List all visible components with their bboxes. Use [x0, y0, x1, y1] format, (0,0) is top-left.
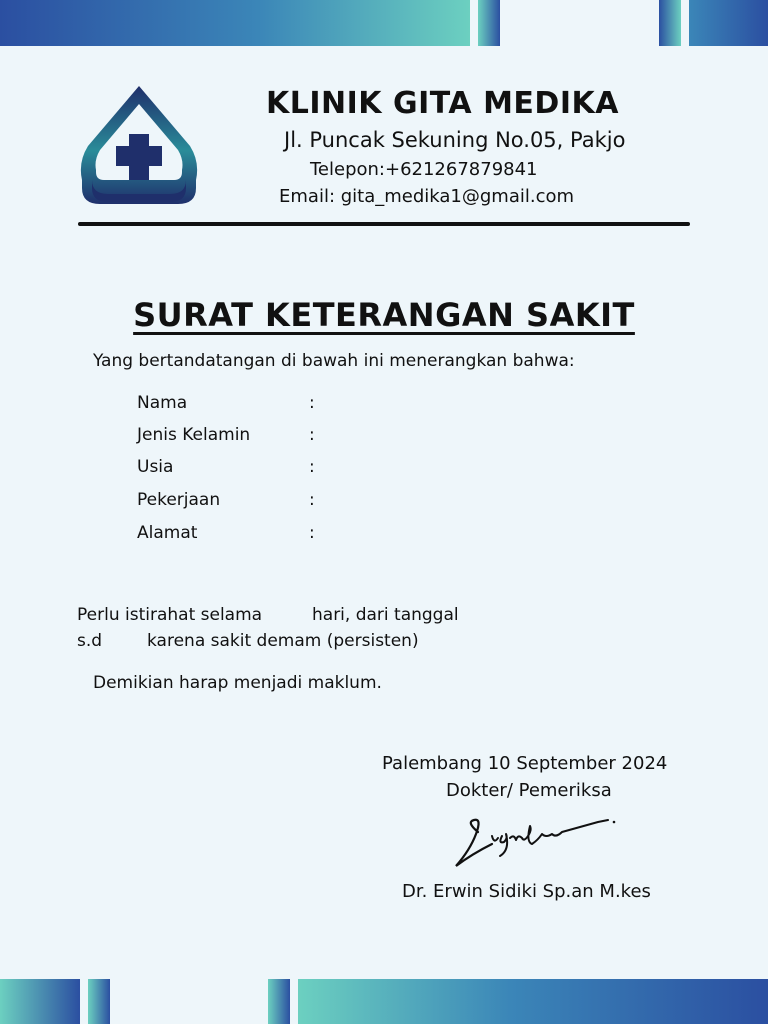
document-title [0, 296, 768, 334]
field-separator: : [309, 425, 315, 445]
field-label-usia: Usia [137, 457, 174, 477]
clinic-phone: Telepon:+621267879841 [310, 159, 538, 180]
field-separator: : [309, 523, 315, 543]
top-decor-bar [0, 0, 470, 46]
clinic-name: KLINIK GITA MEDIKA [266, 86, 619, 121]
clinic-address: Jl. Puncak Sekuning No.05, Pakjo [284, 128, 626, 152]
intro-text: Yang bertandatangan di bawah ini menerangkan bahwa: [93, 351, 575, 371]
medical-cross-drop-icon [78, 84, 200, 206]
rest-text-part3: s.d [77, 631, 103, 651]
field-separator: : [309, 393, 315, 413]
signer-role: Dokter/ Pemeriksa [446, 780, 612, 801]
rest-text-part4: karena sakit demam (persisten) [147, 631, 419, 651]
field-label-jenis-kelamin: Jenis Kelamin [137, 425, 251, 445]
field-label-alamat: Alamat [137, 523, 198, 543]
place-date: Palembang 10 September 2024 [382, 753, 668, 774]
closing-text: Demikian harap menjadi maklum. [93, 673, 382, 693]
rest-text-part2: hari, dari tanggal [312, 605, 459, 625]
clinic-email: Email: gita_medika1@gmail.com [279, 186, 575, 207]
field-separator: : [309, 457, 315, 477]
header-divider [78, 222, 690, 226]
field-label-pekerjaan: Pekerjaan [137, 490, 221, 510]
top-decor-stripe [659, 0, 681, 46]
document-title-text: SURAT KETERANGAN SAKIT [133, 296, 635, 334]
bottom-decor-bar [0, 979, 80, 1024]
bottom-decor-stripe [88, 979, 110, 1024]
top-decor-stripe [478, 0, 500, 46]
top-decor-bar [689, 0, 768, 46]
bottom-decor-bar [298, 979, 768, 1024]
signature-image [448, 810, 620, 874]
rest-text-part1: Perlu istirahat selama [77, 605, 263, 625]
doctor-name: Dr. Erwin Sidiki Sp.an M.kes [402, 881, 651, 902]
bottom-decor-stripe [268, 979, 290, 1024]
field-label-nama: Nama [137, 393, 188, 413]
field-separator: : [309, 490, 315, 510]
